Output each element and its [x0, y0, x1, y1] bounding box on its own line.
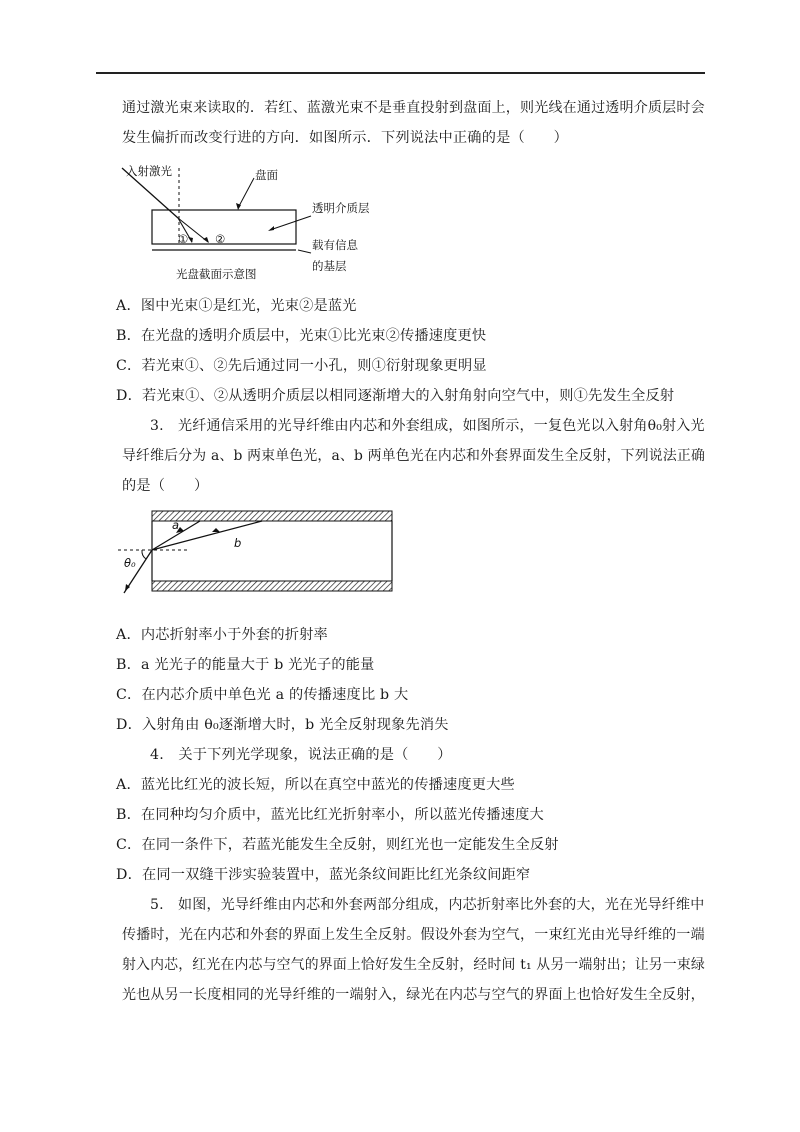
q2-option-b: B．在光盘的透明介质层中，光束①比光束②传播速度更快: [116, 328, 487, 344]
q3-option-a: A．内芯折射率小于外套的折射率: [116, 627, 328, 643]
medium-pointer: [270, 216, 311, 230]
upper-cladding: [152, 511, 392, 521]
q4-option-a: A．蓝光比红光的波长短，所以在真空中蓝光的传播速度更大些: [116, 777, 515, 793]
medium-arrowhead: [268, 226, 274, 231]
disc-surface-pointer: [238, 178, 254, 208]
q5-line-4: 光也从另一长度相同的光导纤维的一端射入，绿光在内芯与空气的界面上也恰好发生全反射，: [122, 987, 705, 1003]
q4-option-d: D．在同一双缝干涉实验装置中，蓝光条纹间距比红光条纹间距窄: [116, 867, 531, 883]
label-theta: θ₀: [124, 556, 136, 570]
info-layer-pointer: [298, 250, 311, 253]
theta-angle-arc: [142, 550, 146, 559]
q3-line-1: 3. 光纤通信采用的光导纤维由内芯和外套组成，如图所示，一复色光以入射角θ₀射入光: [150, 418, 705, 434]
beam-1-arrowhead: [188, 237, 193, 243]
label-info-layer-2: 的基层: [312, 259, 347, 273]
optical-fiber-figure: [112, 505, 402, 605]
label-transparent-medium: 透明介质层: [312, 201, 370, 215]
q5-line-1: 5. 如图，光导纤维由内芯和外套两部分组成，内芯折射率比外套的大，光在光导纤维中: [150, 897, 705, 913]
label-beam-1: ①: [178, 232, 189, 246]
ray-b: [152, 521, 262, 550]
q3-option-c: C．在内芯介质中单色光 a 的传播速度比 b 大: [116, 687, 409, 703]
beam-2-arrowhead: [203, 237, 209, 243]
lower-cladding: [152, 581, 392, 591]
q5-line-2: 传播时，光在内芯和外套的界面上发生全反射。假设外套为空气，一束红光由光导纤维的一端: [122, 927, 705, 943]
q4-option-c: C．在同一条件下，若蓝光能发生全反射，则红光也一定能发生全反射: [116, 837, 559, 853]
q4-line-1: 4. 关于下列光学现象，说法正确的是（ ）: [150, 747, 452, 763]
q2-option-a: A．图中光束①是红光，光束②是蓝光: [116, 298, 357, 314]
label-incident-laser: 入射激光: [126, 164, 172, 178]
q4-option-b: B．在同种均匀介质中，蓝光比红光折射率小，所以蓝光传播速度大: [116, 807, 544, 823]
label-ray-b: b: [234, 536, 242, 550]
q2-line-1: 通过激光束来读取的．若红、蓝激光束不是垂直投射到盘面上，则光线在通过透明介质层时会: [122, 100, 705, 116]
q2-option-d: D．若光束①、②从透明介质层以相同逐渐增大的入射角射向空气中，则①先发生全反射: [116, 388, 675, 404]
q3-option-d: D．入射角由 θ₀逐渐增大时，b 光全反射现象先消失: [116, 717, 449, 733]
q2-option-c: C．若光束①、②先后通过同一小孔，则①衍射现象更明显: [116, 358, 487, 374]
header-rule: [96, 72, 705, 74]
q3-line-3: 的是（ ）: [122, 478, 209, 494]
label-beam-2: ②: [215, 232, 226, 246]
label-info-layer-1: 载有信息: [312, 238, 358, 252]
figure-caption: 光盘截面示意图: [176, 267, 257, 281]
label-disc-surface: 盘面: [255, 168, 278, 182]
q3-line-2: 导纤维后分为 a、b 两束单色光，a、b 两单色光在内芯和外套界面发生全反射，下列说法正确: [122, 448, 706, 464]
optical-disc-cross-section-figure: [112, 160, 372, 282]
q5-line-3: 射入内芯，红光在内芯与空气的界面上恰好发生全反射，经时间 t₁ 从另一端射出；让另一束绿: [122, 957, 705, 973]
label-ray-a: a: [172, 518, 180, 532]
q2-line-2: 发生偏折而改变行进的方向．如图所示．下列说法中正确的是（ ）: [122, 130, 569, 146]
q3-option-b: B．a 光光子的能量大于 b 光光子的能量: [116, 657, 375, 673]
ray-b-arrowhead: [212, 528, 220, 532]
